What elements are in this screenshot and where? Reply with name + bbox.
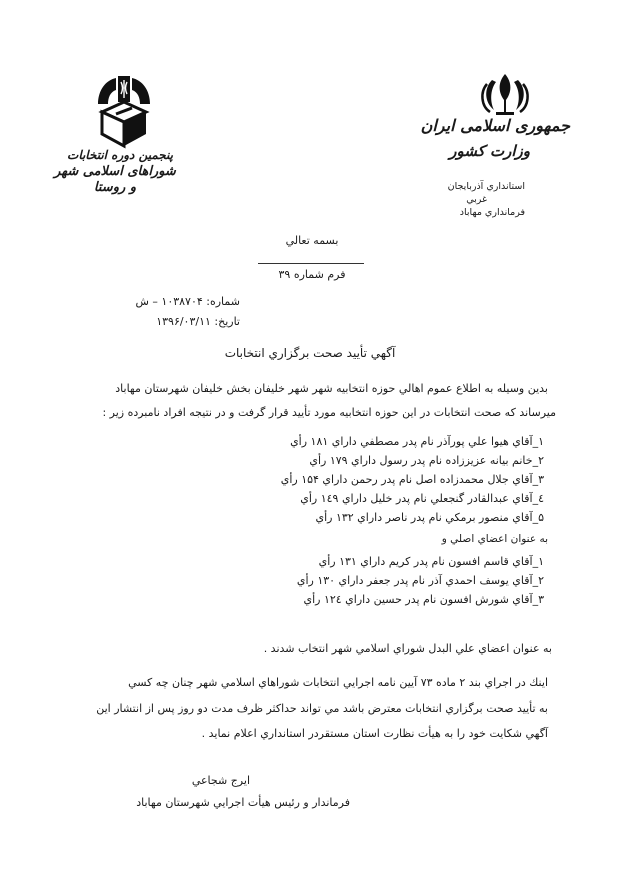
office-line-province: استانداري آذربايجان bbox=[447, 181, 525, 192]
iran-emblem-icon bbox=[478, 70, 532, 118]
list-item: ۲_آقاي يوسف احمدي آذر نام پدر جعفر داراي ۱۳۰ رأي bbox=[296, 574, 544, 587]
councils-label: شوراهای اسلامی شهر و روستا bbox=[54, 164, 176, 195]
letter-date: تاریخ: ۱۳۹۶/۰۳/۱۱ bbox=[156, 315, 240, 328]
form-number: فرم شماره ۳۹ bbox=[278, 268, 346, 281]
list-item: ۵_آقاي منصور برمكي نام پدر ناصر داراي ۱۳۲ رأي bbox=[315, 511, 544, 524]
intro-line-1: بدين وسيله به اطلاع عموم اهالي حوزه انتخابيه شهر شهر خليفان بخش خليفان شهرستان مهاباد bbox=[115, 382, 548, 395]
signatory-name: ايرج شجاعي bbox=[191, 774, 250, 787]
heading-divider bbox=[258, 263, 364, 264]
alternate-members-list bbox=[214, 552, 544, 609]
closing-line-2: به تأييد صحت برگزاري انتخابات معترض باشد مي تواند حداكثر ظرف مدت دو روز پس از انتشار اين bbox=[96, 702, 548, 715]
intro-line-2: ميرساند كه صحت انتخابات در اين حوزه انتخابيه مورد تأييد قرار گرفت و در نتيجه افراد نامبرده زير : bbox=[102, 406, 556, 419]
office-line-west: غربي bbox=[466, 194, 487, 205]
list-item: ۲_خانم بيانه عزيززاده نام پدر رسول داراي ۱۷۹ رأي bbox=[309, 454, 544, 467]
list-item: ۱_آقاي هيوا علي پورآذر نام پدر مصطفي داراي ۱۸۱ رأي bbox=[290, 435, 544, 448]
alternate-members-caption: به عنوان اعضاي علي البدل شوراي اسلامي شهر انتخاب شدند . bbox=[263, 642, 552, 655]
closing-line-3: آگهي شكايت خود را به هيأت نظارت استان مستقردر استانداري اعلام نمايد . bbox=[201, 727, 548, 740]
notice-title: آگهي تأييد صحت برگزاري انتخابات bbox=[224, 346, 396, 360]
republic-title: جمهوری اسلامی ایران bbox=[420, 116, 570, 135]
bismillah-heading: بسمه تعالي bbox=[285, 234, 339, 247]
office-line-county: فرمانداري مهاباد bbox=[459, 207, 525, 218]
issuing-office bbox=[380, 180, 525, 219]
closing-line-1: اينك در اجراي بند ۲ ماده ۷۳ آيين نامه اجرايي انتخابات شوراهاي اسلامي شهر چنان چه كسي bbox=[128, 676, 548, 689]
signatory-position: فرماندار و رئيس هيأت اجرايي شهرستان مهاباد bbox=[136, 796, 350, 809]
letter-number: شماره: ۱۰۳۸۷۰۴ – ش bbox=[135, 295, 240, 308]
election-councils-logo bbox=[88, 72, 160, 152]
list-item: ٤_آقاي عبدالقادر گنجعلي نام پدر خليل داراي ۱٤۹ رأي bbox=[300, 492, 544, 505]
main-members-caption: به عنوان اعضاي اصلي و bbox=[441, 533, 548, 545]
list-item: ۳_آقاي شورش افسون نام پدر حسين داراي ۱۲٤ رأي bbox=[303, 593, 544, 606]
election-round-label: پنجمین دوره انتخابات bbox=[67, 148, 173, 162]
ministry-title: وزارت کشور bbox=[449, 142, 530, 160]
list-item: ۳_آقاي جلال محمدزاده اصل نام پدر رحمن داراي ۱۵۴ رأي bbox=[280, 473, 544, 486]
main-members-list bbox=[214, 432, 544, 527]
list-item: ۱_آقاي قاسم افسون نام پدر كريم داراي ۱۳۱ رأي bbox=[318, 555, 544, 568]
